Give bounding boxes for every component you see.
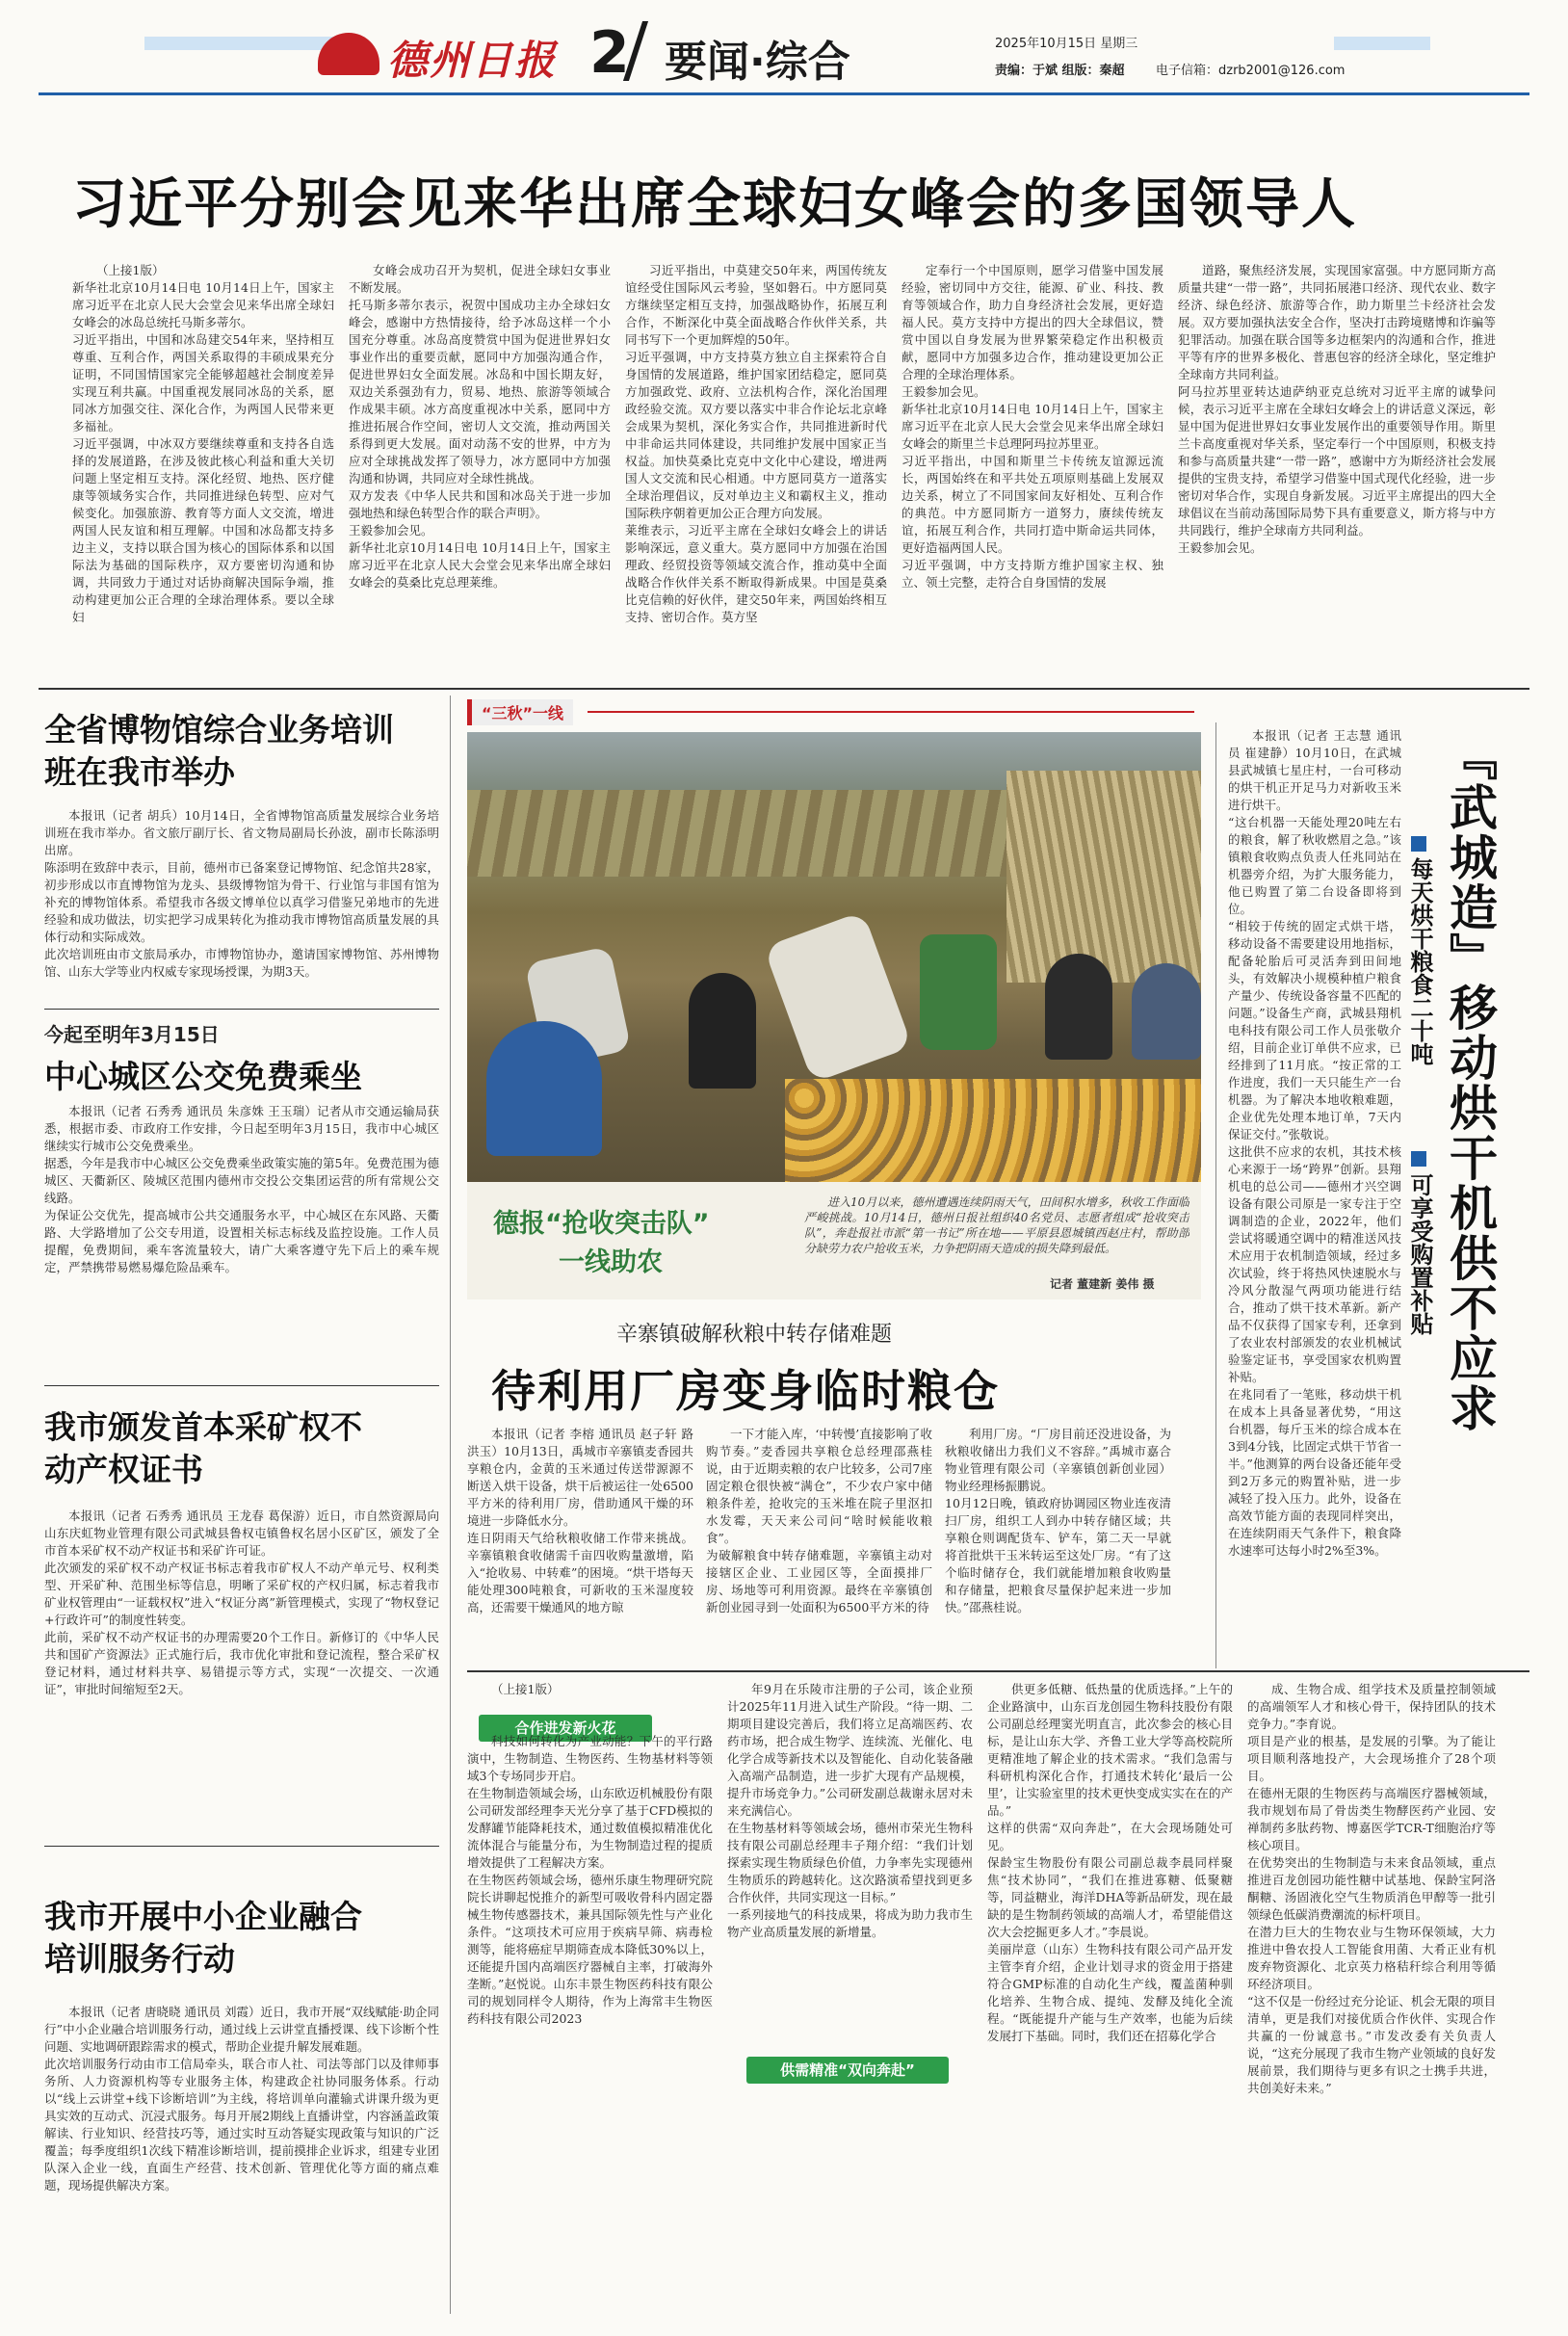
grain-kicker: 辛寨镇破解秋粮中转存储难题 — [616, 1323, 893, 1347]
museum-rule — [44, 1009, 439, 1010]
grain-col-2: 一下才能入库，‘中转慢’直接影响了收购节奏。”麦香园共享粮仓总经理邵燕桂说，由于近期卖粮的农户比较多，公司7座固定粮仓很快被“满仓”，不少农户家中储粮条件差，抢收完的玉米堆在院子里沤扣水发霉，天天来公司问“啥时候能收粮食”。 为破解粮食中转存储难题，辛寨镇主动对接辖区企业、工业园区等，全面摸排厂房、场地等可利用资源。最终在辛寨镇创新创业园寻到一处面积为6500平方米的待 — [706, 1427, 932, 1614]
sanqiu-tag-label: “三秋”一线 — [482, 704, 564, 722]
sme-headline: 我市开展中小企业融合培训服务行动 — [44, 1898, 362, 1978]
lead-headline: 习近平分别会见来华出席全球妇女峰会的多国领导人 — [72, 173, 1357, 236]
sanqiu-tag — [467, 699, 573, 725]
lower-col-1 — [467, 1681, 713, 2317]
sanqiu-tag-line — [588, 711, 1194, 713]
photo-sack-right — [920, 934, 997, 1050]
mining-headline: 我市颁发首本采矿权不动产权证书 — [44, 1408, 362, 1488]
photo-corn-stalks — [1006, 771, 1201, 983]
bus-headline: 中心城区公交免费乘坐 — [44, 1058, 362, 1095]
grain-headline: 待利用厂房变身临时粮仓 — [491, 1365, 1000, 1417]
bus-kicker: 今起至明年3月15日 — [44, 1023, 220, 1046]
masthead-bar-left — [144, 37, 347, 50]
mining-body: 本报讯（记者 石秀秀 通讯员 王龙春 葛保游）近日，市自然资源局向山东庆虹物业管理有限公司武城县鲁权屯镇鲁权名居小区矿区，颁发了全市首本采矿权不动产权证书和采矿许可证。 此次颁发的采矿权不动产权证书标志着我市矿权人不动产单元号、权利类型、开采矿种、范围坐标等信息，明晰了采矿权的产权归属，标志着我市矿业权管理由“一证载权权”进入“权证分离”新管理模式，实现了“物权登记+行政许可”的制度性转变。 此前，采矿权不动产权证书的办理需要20个工作日。新修订的《中华人民共和国矿产资源法》正式施行后，我市优化审批和登记流程，整合采矿权登记材料，通过材料共享、易错提示等方式，实现“一次提交、一次通证”，审批时间缩短至2天。 — [44, 1509, 439, 1696]
lead-col-2: 女峰会成功召开为契机，促进全球妇女事业不断发展。 托马斯多蒂尔表示，祝贺中国成功主办全球妇女峰会，感谢中方热情接待，给予冰岛这样一个小国充分尊重。冰岛高度赞赏中国为促进世界妇女事业作出的重要贡献，愿同中方加强沟通合作，促进世界妇女全面发展。冰岛和中国长期友好，双边关系强劲有力，贸易、地热、旅游等领域合作成果丰硕。冰方高度重视冰中关系，愿同中方推进拓展合作空间，密切人文交流，推动两国关系得到更大发展。面对动荡不安的世界，中方为应对全球挑战发挥了领导力，冰方愿同中方加强沟通和协调，共同应对全球性挑战。 双方发表《中华人民共和国和冰岛关于进一步加强地热和绿色转型合作的联合声明》。 王毅参加会见。 新华社北京10月14日电 10月14日上午，国家主席习近平在北京人民大会堂会见来华出席全球妇女峰会的莫桑比克总理莱维。 — [349, 263, 611, 590]
mining-rule — [44, 1846, 439, 1847]
left-column-divider — [450, 696, 451, 2314]
bus-rule — [44, 1385, 439, 1386]
page-number: 2 — [589, 19, 630, 87]
wucheng-sub-1: 每天烘干粮食二十吨 — [1406, 857, 1433, 1065]
photo-sack-mid — [764, 911, 913, 1084]
photo-person-1 — [486, 1021, 602, 1156]
lower-col-3: 供更多低糖、低热量的优质选择。”上午的企业路演中，山东百龙创园生物科技股份有限公司副总经理窦光明直言，此次参会的核心目标，是让山东大学、齐鲁工业大学等高校院所更精准地了解企业的技术需求。“我们急需与科研机构深化合作，打通技术转化‘最后一公里’，让实验室里的技术更快变成实实在在的产品。” 这样的供需“双向奔赴”，在大会现场随处可见。 保龄宝生物股份有限公司副总裁李晨同样聚焦“技术协同”，“我们在推进寡糖、低聚糖等，同益糖业，海洋DHA等新品研发，现在最缺的是生物制药领域的高端人才，希望能借这次大会挖掘更多人才。”李晨说。 美丽岸意（山东）生物科技有限公司产品开发主管李育介绍，企业计划寻求的资金用于搭建符合GMP标准的自动化生产线，覆盖菌种驯化培养、生物合成、提纯、发酵及纯化全流程。“既能提升产能与生产效率，也能为后续发展打下基础。同时，我们还在招募化学合 — [987, 1682, 1233, 2043]
masthead-rule — [39, 92, 1529, 95]
bus-body: 本报讯（记者 石秀秀 通讯员 朱彦姝 王玉瑞）记者从市交通运输局获悉，根据市委、市政府工作安排，今日起至明年3月15日，我市中心城区继续实行城市公交免费乘坐。 据悉，今年是我市中心城区公交免费乘坐政策实施的第5年。免费范围为德城区、天衢新区、陵城区范围内德州市交投公交集团运营的所有常规公交线路。 为保证公交优先，提高城市公共交通服务水平，中心城区在东风路、天衢路、大学路增加了公交专用道，设置相关标志标线及监控设施。工作人员提醒，免费期间，乘车客流量较大，请广大乘客遵守先下后上的乘车规定，严禁携带易燃易爆危险品乘车。 — [44, 1104, 439, 1274]
wucheng-body: 本报讯（记者 王志慧 通讯员 崔建静）10月10日，在武城县武城镇七星庄村，一台可移动的烘干机正开足马力对新收玉米进行烘干。 “这台机器一天能处理20吨左右的粮食，解了秋收燃眉之急。”该镇粮食收购点负责人任兆同站在机器旁介绍，为扩大服务能力，他已购置了第二台设备即将到位。 “相较于传统的固定式烘干塔，移动设备不需要建设用地指标，配备轮胎后可灵活奔到田间地头，有效解决小规模种植户粮食产量少、传统设备容量不匹配的问题。”设备生产商，武城县翔机电科技有限公司工作人员张敬介绍，目前企业订单供不应求，已经排到了11月底。“按正常的工作进度，我们一天只能生产一台机器。为了解决本地收粮难题，企业优先处理本地订单，7天内保证交付。”张敬说。 这批供不应求的农机，其技术核心来源于一场“跨界”创新。县翔机电的总公司——德州才兴空调设备有限公司原是一家专注于空调制造的企业，2022年，他们尝试将暖通空调中的精准送风技术应用于农机制造领域，经过多次试验，终于将热风快速脱水与冷风分散湿气两项功能进行结合，推动了烘干技术革新。新产品不仅获得了国家专利，还拿到了农业农村部颁发的农业机械试验鉴定证书，享受国家农机购置补贴。 在兆同看了一笔账，移动烘干机在成本上具备显著优势，“用这台机器，每斤玉米的综合成本在3到4分钱，比固定式烘干节省一半。”他测算的两台设备还能年受到2万多元的购置补贴，进一步减轻了投入压力。此外，设备在高效节能方面的表现同样突出，在连续阴雨天气条件下，粮食降水速率可达每小时2%至3%。 — [1228, 728, 1401, 1558]
sme-body: 本报讯（记者 唐晓晓 通讯员 刘霞）近日，我市开展“双线赋能·助企同行”中小企业融合培训服务行动，通过线上云讲堂直播授课、线下诊断个性问题、实地调研跟踪需求的模式，帮助企业提升解发展难题。 此次培训服务行动由市工信局牵头，联合市人社、司法等部门以及律师事务所、人力资源机构等专业服务主体，构建政企社协同服务体系。行动以“线上云讲堂+线下诊断培训”为主线，将培训单向灌输式讲课升级为更具实效的互动式、沉浸式服务。每月开展2期线上直播讲堂，内容涵盖政策解读、行业知识、经营技巧等，通过实时互动答疑实现政策与知识的广泛覆盖；每季度组织1次线下精准诊断培训，提前摸排企业诉求，组建专业团队深入企业一线，直面生产经营、技术创新、管理优化等方面的痛点难题，现场提供解决方案。 — [44, 2005, 439, 2192]
lead-col-4: 定奉行一个中国原则，愿学习借鉴中国发展经验，密切同中方交往，能源、矿业、科技、教育等领域合作，助力自身经济社会发展，更好造福人民。莫方支持中方提出的四大全球倡议，赞赏中国以自身发展为世界繁荣稳定作出积极贡献，愿同中方加强多边合作，推动建设更加公正合理的全球治理体系。 王毅参加会见。 新华社北京10月14日电 10月14日上午，国家主席习近平在北京人民大会堂会见来华出席全球妇女峰会的斯里兰卡总理阿玛拉苏里亚。 习近平指出，中国和斯里兰卡传统友谊源远流长，两国始终在和平共处五项原则基础上发展双边关系，树立了不同国家间友好相处、互利合作的典范。中方愿同斯方一道努力，赓续传统友谊，拓展互利合作，共同打造中斯命运共同体，更好造福两国人民。 习近平强调，中方支持斯方维护国家主权、独立、领土完整，走符合自身国情的发展 — [902, 263, 1163, 590]
section-name: 要闻·综合 — [665, 38, 850, 87]
lower-section-rule — [467, 1670, 1529, 1672]
lower-tag-2 — [746, 2057, 949, 2084]
editors: 责编：于斌 组版：秦超 — [995, 64, 1125, 78]
masthead — [0, 0, 1568, 96]
photo-corn-pile — [785, 1079, 1201, 1182]
museum-headline: 全省博物馆综合业务培训班在我市举办 — [44, 711, 394, 791]
photo-caption: 进入10月以来，德州遭遇连续阴雨天气，田间积水增多，秋收工作面临严峻挑战。10月14日，德州日报社组织40名党员、志愿者组成“抢收突击队”，奔赴报社市派“第一书记”所在地——平原县恩城镇西赵庄村，帮助部分缺劳力农户抢收玉米，力争把阴雨天造成的损失降到最低。 — [804, 1195, 1189, 1255]
lead-col-1: （上接1版） 新华社北京10月14日电 10月14日上午，国家主席习近平在北京人民大会堂会见来华出席全球妇女峰会的冰岛总统托马斯多蒂尔。 习近平指出，中国和冰岛建交54年来，坚持相互尊重、互利合作，两国关系取得的丰硕成果充分证明，不同国情国家完全能够超越社会制度差异实现互利共赢。中国重视发展同冰岛的关系，愿同冰方加强交往、深化合作，为两国人民带来更多福祉。 习近平强调，中冰双方要继续尊重和支持各自选择的发展道路，在涉及彼此核心利益和重大关切问题上坚定相互支持。深化经贸、地热、医疗健康等领域务实合作，共同推进绿色转型、应对气候变化。加强旅游、教育等方面人文交流，增进两国人民友谊和相互理解。中国和冰岛都支持多边主义，支持以联合国为核心的国际体系和以国际法为基础的国际秩序，双方要密切沟通和协调，共同致力于通过对话协商解决国际争端，推动构建更加公正合理的全球治理体系。要以全球妇 — [72, 263, 334, 624]
photo-person-2 — [689, 973, 756, 1089]
center-divider — [1215, 722, 1216, 1668]
wucheng-sub-1-marker — [1411, 836, 1426, 852]
wucheng-sub-2-marker — [1411, 1151, 1426, 1167]
lower-tag-2-label: 供需精准“双向奔赴” — [780, 2061, 915, 2079]
email: 电子信箱：dzrb2001@126.com — [1156, 64, 1346, 78]
lower-col-1-tag-gap — [467, 1698, 713, 1733]
wucheng-headline: 『武城造』移动烘干机供不应求 — [1442, 732, 1498, 1433]
lead-col-5: 道路，聚焦经济发展，实现国家富强。中方愿同斯方高质量共建“一带一路”，共同拓展港口经济、现代农业、数字经济、绿色经济、旅游等合作，助力斯里兰卡经济社会发展。双方要加强执法安全合作，坚决打击跨境赌博和诈骗等犯罪活动。加强在联合国等多边框架内的沟通和合作，推进平等有序的世界多极化、普惠包容的经济全球化，坚定维护全球南方共同利益。 阿马拉苏里亚转达迪萨纳亚克总统对习近平主席的诚挚问候，表示习近平主席在全球妇女峰会上的讲话意义深远，彰显中国为促进世界妇女事业发展作出的重要领导作用。斯里兰卡高度重视对华关系，坚定奉行一个中国原则，积极支持和参与高质量共建“一带一路”，感谢中方为斯经济社会发展提供的宝贵支持，希望学习借鉴中国式现代化经验，进一步密切对华合作，实现自身新发展。习近平主席提出的四大全球倡议在当前动荡国际局势下具有重要意义，斯方将与中方共同践行，维护全球南方共同利益。 王毅参加会见。 — [1178, 263, 1496, 555]
lead-col-3: 习近平指出，中莫建交50年来，两国传统友谊经受住国际风云考验，坚如磐石。中方愿同莫方继续坚定相互支持，加强战略协作，拓展互利合作，不断深化中莫全面战略合作伙伴关系，共同书写下一个更加辉煌的50年。 习近平强调，中方支持莫方独立自主探索符合自身国情的发展道路，维护国家团结稳定，愿同莫方加强政党、政府、立法机构合作，深化治国理政经验交流。双方要以落实中非合作论坛北京峰会成果为契机，深化务实合作，共同推进新时代中非命运共同体建设，共同维护发展中国家正当权益。加快莫桑比克克中文化中心建设，增进两国人文交流和民心相通。中方愿同莫方一道落实全球治理倡议，反对单边主义和霸权主义，推动国际秩序朝着更加公正合理方向发展。 莱维表示，习近平主席在全球妇女峰会上的讲话影响深远，意义重大。莫方愿同中方加强在治国理政、经贸投资等领域交流合作，推动莫中全面战略合作伙伴关系不断取得新成果。中国是莫桑比克信赖的好伙伴，建交50年来，两国始终相互支持、密切合作。莫方坚 — [625, 263, 887, 624]
lower-col-4: 成、生物合成、组学技术及质量控制领域的高端领军人才和核心骨干，保持团队的技术竞争力。”李育说。 项目是产业的根基，是发展的引擎。为了能让项目顺利落地投产，大会现场推介了28个项目。 在德州无限的生物医药与高端医疗器械领域，我市规划布局了骨齿类生物酵医药产业园、安禅制药多肽药物、博嘉医学TCR-T细胞治疗等核心项目。 在优势突出的生物制造与未来食品领域，重点推进百龙创园功能性糖中试基地、保龄宝阿洛酮糖、汤固液化空气生物质消色甲醇等一批引领绿色低碳消费潮流的标杆项目。 在潜力巨大的生物农业与生物环保领域，大力推进中鲁农投人工智能食用菌、大肴正业有机废弃物资源化、北京英力格秸秆综合利用等循环经济项目。 “这不仅是一份经过充分论证、机会无限的项目清单，更是我们对接优质合作伙伴、实现合作共赢的一份诚意书。”市发改委有关负责人说，“这充分展现了我市生物产业领域的良好发展前景，我们期待与更多有识之士携手共进，共创美好未来。” — [1247, 1682, 1496, 2095]
wucheng-sub-2: 可享受购置补贴 — [1406, 1173, 1433, 1335]
grain-col-3: 利用厂房。“厂房目前还没进设备，为秋粮收储出力我们义不容辞。”禹城市嘉合物业管理有限公司（辛寨镇创新创业园）物业经理杨振鹏说。 10月12日晚，镇政府协调园区物业连夜清扫厂房，组织工人到办中转存储区域；共享粮仓则调配货车、铲车，第二天一早就将首批烘干玉米转运至这处厂房。“有了这个临时储存仓，我们就能增加粮食收购量和存储量，把粮食尽量保护起来进一步加快。”邵燕桂说。 — [945, 1427, 1171, 1614]
lower-tag-1-label: 合作进发新火花 — [514, 1719, 616, 1737]
lower-col-2: 年9月在乐陵市注册的子公司，该企业预计2025年11月进入试生产阶段。“待一期、二期项目建设完善后，我们将立足高端医药、农药市场，把合成生物学、连续流、光催化、电化学合成等新技术以及智能化、自动化装备融入高端产品制造，进一步扩大现有产品规模，提升市场竞争力。”公司研发副总裁谢永居对未来充满信心。 在生物基材料等领域会场，德州市荣光生物科技有限公司副总经理丰子翔介绍：“我们计划探索实现生物质绿色价值，力争率先实现德州生物质乐的跨越转化。这次路演希望找到更多合作伙伴，共同实现这一目标。” 一系列接地气的科技成果，将成为助力我市生物产业高质量发展的新增量。 — [727, 1682, 973, 1939]
photo-person-3 — [1045, 954, 1112, 1060]
harvest-photo — [467, 732, 1201, 1182]
lower-col-1-lead: （上接1版） — [491, 1682, 560, 1696]
photo-credit: 记者 董建新 姜伟 摄 — [1050, 1277, 1155, 1291]
lower-col-1-rest: 科技如何转化为产业动能？下午的平行路演中，生物制造、生物医药、生物基材料等领域3个专场同步开启。 在生物制造领域会场，山东欧迈机械股份有限公司研发部经理李天光分享了基于CFD模拟的发酵罐节能降耗技术，通过数值模拟精准优化流体混合与能量分布，为生物制造过程的提质增效提供了工程解决方案。 在生物医药领域会场，德州乐康生物理研究院院长讲聊起悦推介的新型可吸收骨科内固定器械生物传感器技术，兼具国际领先性与产业化条件。“这项技术可应用于疾病早筛、病毒检测等，能将癌症早期筛查成本降低30%以上，还能提升国内高端医疗器械自主率，打破海外垄断。”赵悦说。山东丰景生物医药科技有限公司的规划同样令人期待，作为上海常丰生物医药科技有限公司2023 — [467, 1734, 713, 2026]
photo-title-1: 德报“抢收突击队” — [493, 1209, 710, 1239]
lead-bottom-rule — [39, 688, 1529, 690]
grain-col-1: 本报讯（记者 李榕 通讯员 赵子轩 路洪玉）10月13日，禹城市辛寨镇麦香园共享粮仓内，金黄的玉米通过传送带源源不断送入烘干设备，烘干后被运往一处6500平方米的待利用厂房，借助通风干燥的环境进一步降低水分。 连日阴雨天气给秋粮收储工作带来挑战。辛寨镇粮食收储需千亩四收购量激增，陷入“抢收易、中转难”的困境。“烘干塔每天能处理300吨粮食，可新收的玉米湿度较高，还需要干燥通风的地方晾 — [467, 1427, 693, 1614]
museum-body: 本报讯（记者 胡兵）10月14日，全省博物馆高质量发展综合业务培训班在我市举办。省文旅厅副厅长、省文物局副局长孙波，副市长陈添明出席。 陈添明在致辞中表示，目前，德州市已备案登记博物馆、纪念馆共28家，初步形成以市直博物馆为龙头、县级博物馆为骨干、行业馆与非国有馆为补充的博物馆体系。希望我市各级文博单位以真学习借鉴兄弟地市的先进经验和成功做法，切实把学习成果转化为推动我市博物馆高质量发展的具体行动和实际成效。 此次培训班由市文旅局承办，市博物馆协办，邀请国家博物馆、苏州博物馆、山东大学等业内权威专家现场授课，为期3天。 — [44, 808, 439, 979]
masthead-bar-right — [1334, 37, 1430, 50]
photo-person-4 — [1132, 963, 1201, 1060]
paper-logo: 德州日报 — [387, 37, 558, 84]
issue-date: 2025年10月15日 星期三 — [995, 37, 1138, 51]
photo-title-2: 一线助农 — [559, 1247, 663, 1277]
